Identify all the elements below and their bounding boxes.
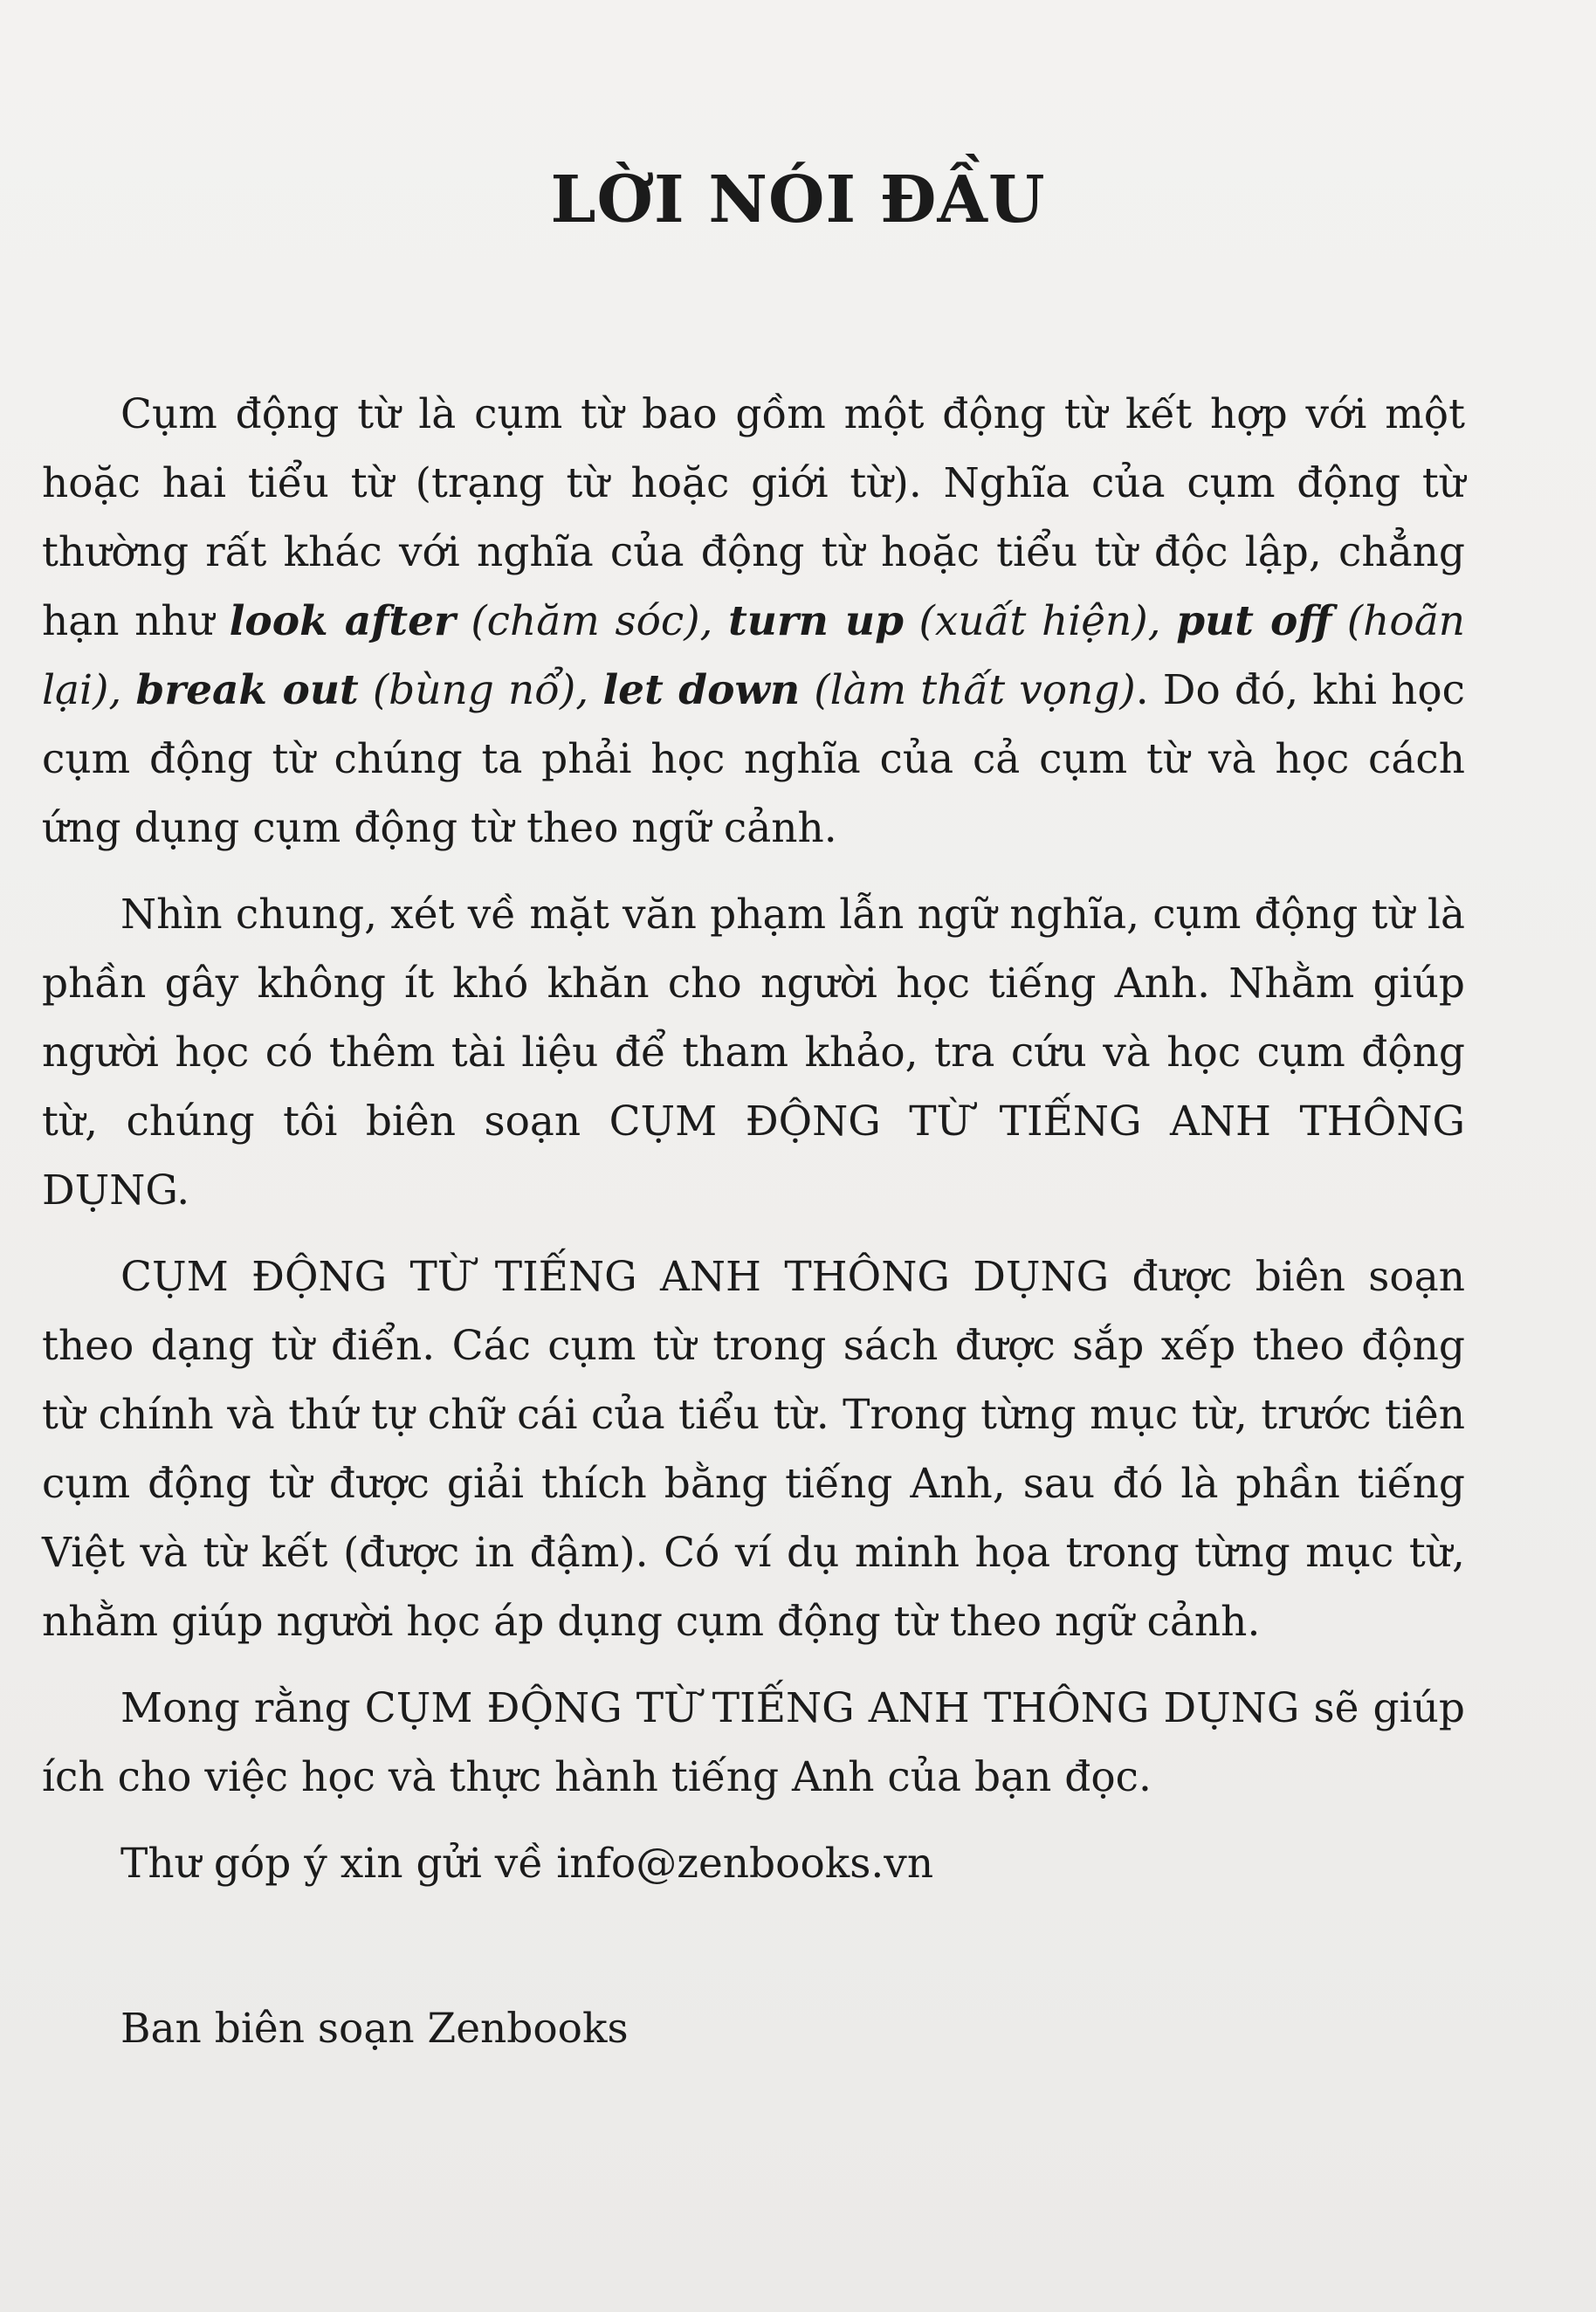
paragraph-3: CỤM ĐỘNG TỪ TIẾNG ANH THÔNG DỤNG được biên soạn theo dạng từ điển. Các cụm từ trong sách được sắp xếp theo động từ chính và thứ tự chữ cái của tiểu từ. Trong từng mục từ, trước tiên cụm động từ được giải thích bằng tiếng Anh, sau đó là phần tiếng Việt và từ kết (được in đậm). Có ví dụ minh họa trong từng mục từ, nhằm giúp người học áp dụng cụm động từ theo ngữ cảnh.: [42, 1253, 1465, 1646]
page-title: LỜI NÓI ĐẦU: [550, 162, 1046, 237]
preface-body: [42, 380, 1465, 2063]
paragraph-4: Mong rằng CỤM ĐỘNG TỪ TIẾNG ANH THÔNG DỤNG sẽ giúp ích cho việc học và thực hành tiếng Anh của bạn đọc.: [42, 1684, 1465, 1801]
phrasal-verb-example: put off: [1176, 597, 1332, 645]
phrasal-verb-gloss: (chăm sóc),: [455, 597, 729, 645]
signature: Ban biên soạn Zenbooks: [120, 2005, 629, 2053]
paragraph-1-intro: Cụm động từ là cụm từ bao gồm một động từ kết hợp với một hoặc hai tiểu từ (trạng từ hoặc giới từ). Nghĩa của cụm động từ thường rất khác với nghĩa của động từ hoặc tiểu từ độc lập, chẳng hạn như: [42, 390, 1465, 645]
phrasal-verb-gloss: (hoãn lại),: [42, 597, 1465, 714]
phrasal-verb-gloss: (xuất hiện),: [903, 597, 1177, 645]
paragraph-1: [42, 380, 1465, 863]
paragraph-1-outro: . Do đó, khi học cụm động từ chúng ta phải học nghĩa của cả cụm từ và học cách ứng dụng cụm động từ theo ngữ cảnh.: [42, 666, 1465, 852]
phrasal-verb-gloss: (bùng nổ),: [358, 666, 603, 714]
phrasal-verb-example: break out: [135, 666, 359, 714]
phrasal-verb-gloss: (làm thất vọng): [800, 666, 1136, 714]
phrasal-verb-example: turn up: [728, 597, 904, 645]
phrasal-verb-example: let down: [602, 666, 801, 714]
paragraph-2: Nhìn chung, xét về mặt văn phạm lẫn ngữ nghĩa, cụm động từ là phần gây không ít khó khăn cho người học tiếng Anh. Nhằm giúp người học có thêm tài liệu để tham khảo, tra cứu và học cụm động từ, chúng tôi biên soạn CỤM ĐỘNG TỪ TIẾNG ANH THÔNG DỤNG.: [42, 891, 1465, 1214]
paragraph-5-contact: Thư góp ý xin gửi về info@zenbooks.vn: [120, 1840, 934, 1888]
phrasal-verb-example: look after: [229, 597, 456, 645]
